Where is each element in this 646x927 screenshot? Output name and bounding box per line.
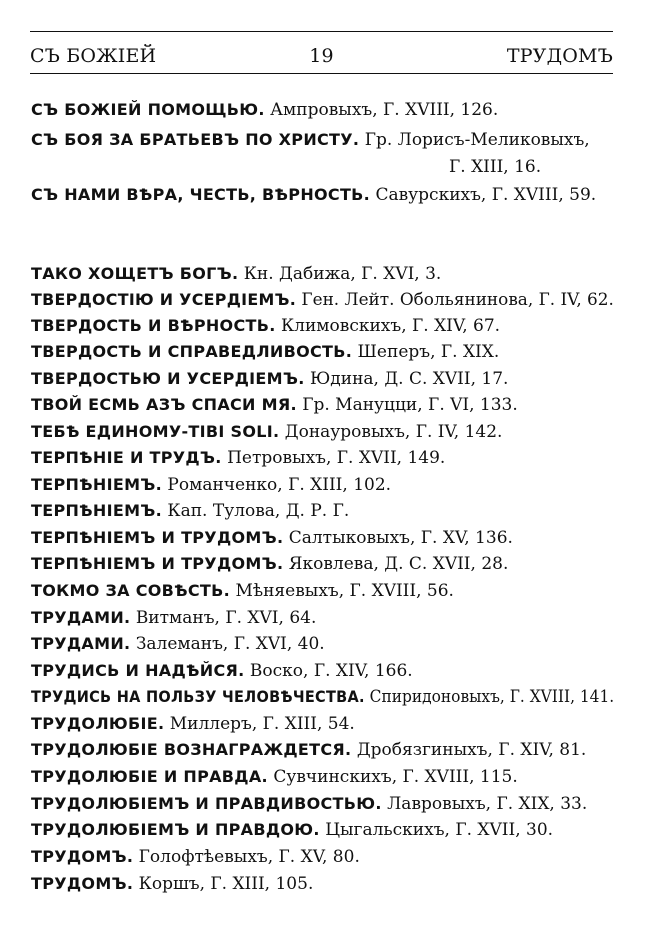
motto-owner: Дробязгиныхъ, Г. XIV, 81. bbox=[356, 740, 587, 760]
motto-text: ТРУДИСЬ И НАДѢЙСЯ. bbox=[31, 661, 245, 680]
motto-entry bbox=[31, 685, 614, 709]
motto-entry bbox=[31, 738, 586, 762]
motto-owner: Коршъ, Г. XIII, 105. bbox=[138, 874, 314, 894]
motto-text: ТАКО ХОЩЕТЪ БОГЪ. bbox=[31, 264, 239, 283]
motto-entry bbox=[31, 446, 445, 470]
motto-text: ТЕРПѢНІЕМЪ И ТРУДОМЪ. bbox=[31, 554, 284, 573]
motto-owner: Мѣняевыхъ, Г. XVIII, 56. bbox=[235, 581, 454, 601]
motto-owner: Залеманъ, Г. XVI, 40. bbox=[135, 634, 325, 654]
motto-owner: Сувчинскихъ, Г. XVIII, 115. bbox=[273, 767, 518, 787]
motto-text: ТРУДОЛЮБІЕ. bbox=[31, 714, 165, 733]
motto-entry bbox=[31, 262, 441, 286]
motto-owner: Шеперъ, Г. XIX. bbox=[357, 342, 500, 362]
header-bottom-rule bbox=[30, 73, 613, 74]
motto-owner: Петровыхъ, Г. XVII, 149. bbox=[227, 448, 446, 468]
motto-entry bbox=[31, 314, 500, 338]
motto-owner-continuation: Г. XIII, 16. bbox=[449, 157, 542, 177]
motto-text: ТЕРПѢНІЕМЪ. bbox=[31, 475, 163, 494]
motto-text: ТЕРПѢНІЕМЪ И ТРУДОМЪ. bbox=[31, 528, 284, 547]
motto-text: ТОКМО ЗА СОВѢСТЬ. bbox=[31, 581, 231, 600]
running-head-right: ТРУДОМЪ bbox=[506, 45, 613, 67]
motto-entry bbox=[31, 765, 518, 789]
motto-entry bbox=[31, 128, 590, 152]
motto-entry bbox=[31, 183, 596, 207]
motto-entry bbox=[31, 499, 349, 523]
motto-text: ТВЕРДОСТЬЮ И УСЕРДІЕМЪ. bbox=[31, 369, 305, 388]
motto-entry bbox=[31, 845, 360, 869]
motto-owner: Кн. Дабижа, Г. XVI, 3. bbox=[243, 264, 442, 284]
motto-text: СЪ БОЖІЕЙ ПОМОЩЬЮ. bbox=[31, 100, 265, 119]
motto-entry bbox=[31, 340, 499, 364]
motto-entry bbox=[31, 526, 513, 550]
motto-text: ТРУДОМЪ. bbox=[31, 847, 134, 866]
motto-owner: Ген. Лейт. Обольянинова, Г. IV, 62. bbox=[301, 290, 614, 310]
motto-entry bbox=[31, 367, 508, 391]
motto-owner: Миллеръ, Г. XIII, 54. bbox=[169, 714, 355, 734]
motto-text: ТРУДАМИ. bbox=[31, 634, 131, 653]
motto-entry bbox=[31, 712, 355, 736]
motto-text: ТВЕРДОСТІЮ И УСЕРДІЕМЪ. bbox=[31, 290, 297, 309]
motto-owner: Кап. Тулова, Д. Р. Г. bbox=[167, 501, 350, 521]
motto-entry bbox=[31, 420, 502, 444]
motto-owner: Климовскихъ, Г. XIV, 67. bbox=[281, 316, 501, 336]
motto-owner: Салтыковыхъ, Г. XV, 136. bbox=[288, 528, 513, 548]
motto-owner: Гр. Мануцци, Г. VI, 133. bbox=[302, 395, 518, 415]
motto-text: ТВЕРДОСТЬ И СПРАВЕДЛИВОСТЬ. bbox=[31, 342, 353, 361]
page-number: 19 bbox=[309, 45, 334, 67]
motto-text: ТРУДАМИ. bbox=[31, 608, 131, 627]
motto-entry bbox=[31, 579, 454, 603]
motto-entry bbox=[31, 98, 498, 122]
motto-text: ТРУДОЛЮБІЕ И ПРАВДА. bbox=[31, 767, 268, 786]
running-head bbox=[30, 43, 613, 69]
motto-text: ТВЕРДОСТЬ И ВѢРНОСТЬ. bbox=[31, 316, 276, 335]
motto-owner: Романченко, Г. XIII, 102. bbox=[167, 475, 392, 495]
motto-entry bbox=[31, 792, 587, 816]
motto-text: ТРУДОМЪ. bbox=[31, 874, 134, 893]
motto-entry bbox=[31, 632, 325, 656]
motto-text: СЪ БОЯ ЗА БРАТЬЕВЪ ПО ХРИСТУ. bbox=[31, 130, 360, 149]
motto-owner: Гр. Лорисъ-Меликовыхъ, bbox=[364, 130, 590, 150]
motto-entry bbox=[31, 393, 518, 417]
motto-entry bbox=[31, 606, 316, 630]
motto-owner: Яковлева, Д. С. XVII, 28. bbox=[288, 554, 509, 574]
motto-owner: Ампровыхъ, Г. XVIII, 126. bbox=[270, 100, 499, 120]
motto-owner: Юдина, Д. С. XVII, 17. bbox=[310, 369, 509, 389]
motto-owner: Спиридоновыхъ, Г. XVIII, 141. bbox=[369, 687, 615, 707]
motto-text: СЪ НАМИ ВѢРА, ЧЕСТЬ, ВѢРНОСТЬ. bbox=[31, 185, 371, 204]
motto-owner: Лавровыхъ, Г. XIX, 33. bbox=[387, 794, 588, 814]
motto-entry bbox=[31, 872, 313, 896]
motto-text: ТРУДОЛЮБІЕМЪ И ПРАВДОЮ. bbox=[31, 820, 320, 839]
motto-owner: Цыгальскихъ, Г. XVII, 30. bbox=[325, 820, 554, 840]
motto-text: ТЕРПѢНІЕ И ТРУДЪ. bbox=[31, 448, 222, 467]
motto-owner: Витманъ, Г. XVI, 64. bbox=[135, 608, 317, 628]
header-top-rule bbox=[30, 31, 613, 32]
motto-text: ТРУДОЛЮБІЕ ВОЗНАГРАЖДЕТСЯ. bbox=[31, 740, 352, 759]
motto-owner: Воско, Г. XIV, 166. bbox=[249, 661, 413, 681]
motto-entry bbox=[31, 473, 391, 497]
motto-entry bbox=[31, 818, 553, 842]
motto-entry bbox=[31, 288, 614, 312]
motto-entry bbox=[31, 659, 413, 683]
motto-owner: Савурскихъ, Г. XVIII, 59. bbox=[375, 185, 597, 205]
motto-text: ТРУДИСЬ НА ПОЛЬЗУ ЧЕЛОВѢЧЕСТВА. bbox=[31, 687, 365, 706]
motto-text: ТРУДОЛЮБІЕМЪ И ПРАВДИВОСТЬЮ. bbox=[31, 794, 382, 813]
motto-text: ТЕБѢ ЕДИНОМУ-TIBI SOLI. bbox=[31, 422, 280, 441]
motto-text: ТВОЙ ЕСМЬ АЗЪ СПАСИ МЯ. bbox=[31, 395, 297, 414]
motto-text: ТЕРПѢНІЕМЪ. bbox=[31, 501, 163, 520]
motto-owner: Голофтѣевыхъ, Г. XV, 80. bbox=[138, 847, 360, 867]
running-head-left: СЪ БОЖІЕЙ bbox=[30, 45, 157, 67]
motto-owner: Донауровыхъ, Г. IV, 142. bbox=[284, 422, 503, 442]
motto-entry bbox=[31, 552, 508, 576]
